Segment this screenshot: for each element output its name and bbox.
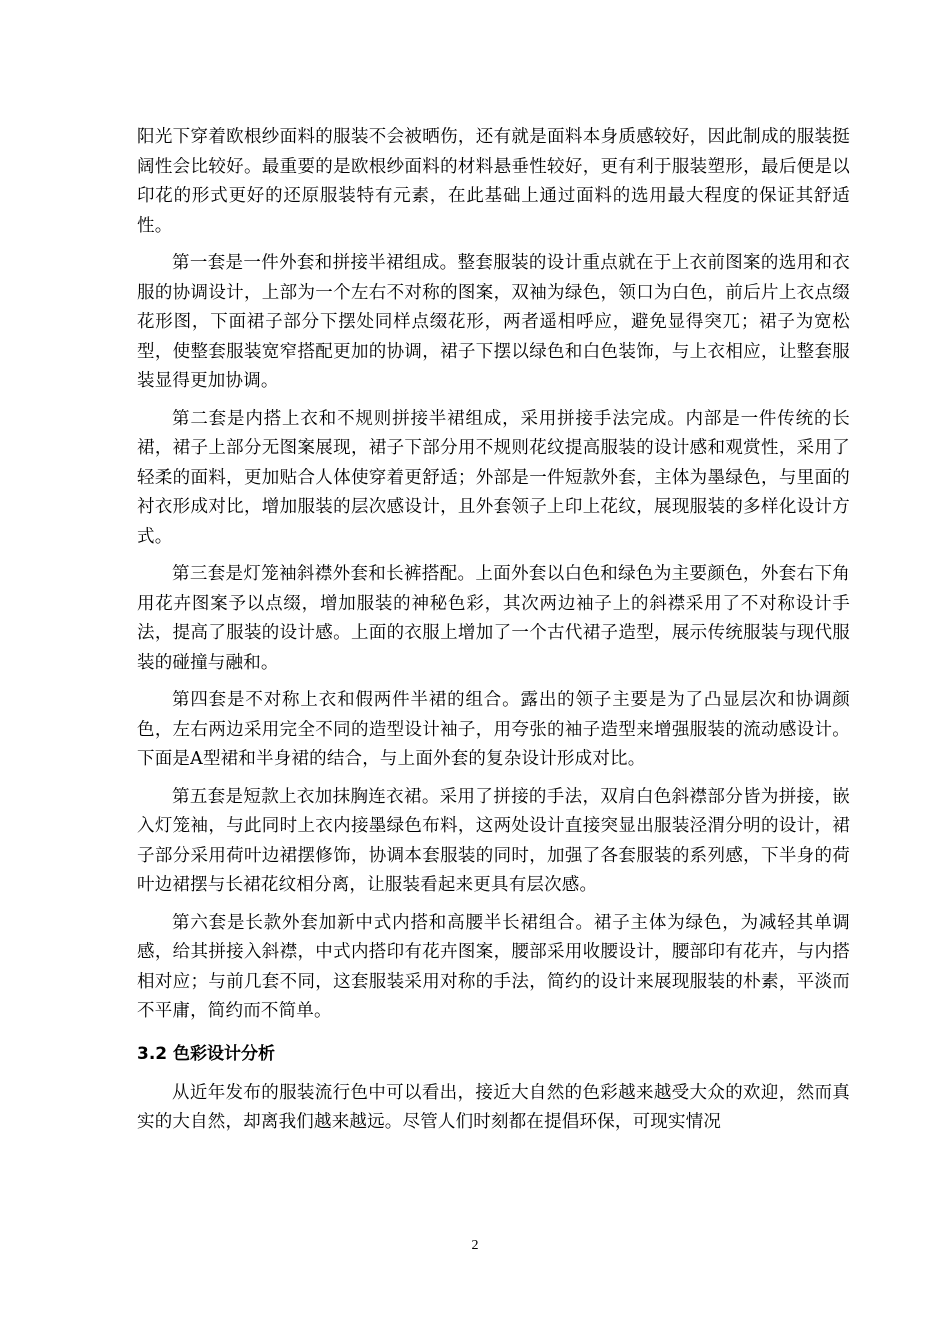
paragraph-outfit-4: 第四套是不对称上衣和假两件半裙的组合。露出的领子主要是为了凸显层次和协调颜色，左右两边采用完全不同的造型设计袖子，用夸张的袖子造型来增强服装的流动感设计。下面是A型裙和半身裙的结合，与上面外套的复杂设计形成对比。 [137, 690, 850, 769]
paragraph-outfit-2: 第二套是内搭上衣和不规则拼接半裙组成，采用拼接手法完成。内部是一件传统的长裙，裙子上部分无图案展现，裙子下部分用不规则花纹提高服装的设计感和观赏性，采用了轻柔的面料，更加贴合人体使穿着更舒适；外部是一件短款外套，主体为墨绿色，与里面的衬衣形成对比，增加服装的层次感设计，且外套领子上印上花纹，展现服装的多样化设计方式。 [137, 408, 850, 547]
paragraph-outfit-1: 第一套是一件外套和拼接半裙组成。整套服装的设计重点就在于上衣前图案的选用和衣服的协调设计，上部为一个左右不对称的图案，双袖为绿色，领口为白色，前后片上衣点缀花形图，下面裙子部分下摆处同样点缀花形，两者遥相呼应，避免显得突兀；裙子为宽松型，使整套服装宽窄搭配更加的协调，裙子下摆以绿色和白色装饰，与上衣相应，让整套服装显得更加协调。 [137, 253, 850, 391]
paragraph-color-analysis: 从近年发布的服装流行色中可以看出，接近大自然的色彩越来越受大众的欢迎，然而真实的大自然，却离我们越来越远。尽管人们时刻都在提倡环保，可现实情况 [137, 1082, 850, 1132]
paragraph-continuation: 阳光下穿着欧根纱面料的服装不会被晒伤，还有就是面料本身质感较好，因此制成的服装挺阔性会比较好。最重要的是欧根纱面料的材料悬垂性较好，更有利于服装塑形，最后便是以印花的形式更好的还原服装特有元素，在此基础上通过面料的选用最大程度的保证其舒适性。 [137, 127, 850, 236]
body-text [137, 123, 850, 1146]
page-number: 2 [471, 1238, 479, 1253]
paragraph-outfit-5: 第五套是短款上衣加抹胸连衣裙。采用了拼接的手法，双肩白色斜襟部分皆为拼接，嵌入灯笼袖，与此同时上衣内接墨绿色布料，这两处设计直接突显出服装泾渭分明的设计，裙子部分采用荷叶边裙摆修饰，协调本套服装的同时，加强了各套服装的系列感，下半身的荷叶边裙摆与长裙花纹相分离，让服装看起来更具有层次感。 [137, 786, 850, 895]
paragraph-outfit-6: 第六套是长款外套加新中式内搭和高腰半长裙组合。裙子主体为绿色，为减轻其单调感，给其拼接入斜襟，中式内搭印有花卉图案，腰部采用收腰设计，腰部印有花卉，与内搭相对应；与前几套不同，这套服装采用对称的手法，简约的设计来展现服装的朴素，平淡而不平庸，简约而不简单。 [137, 912, 850, 1021]
paragraph-outfit-3: 第三套是灯笼袖斜襟外套和长裤搭配。上面外套以白色和绿色为主要颜色，外套右下角用花卉图案予以点缀，增加服装的神秘色彩，其次两边袖子上的斜襟采用了不对称设计手法，提高了服装的设计感。上面的衣服上增加了一个古代裙子造型，展示传统服装与现代服装的碰撞与融和。 [137, 564, 850, 673]
section-heading: 3.2 色彩设计分析 [137, 1043, 276, 1064]
